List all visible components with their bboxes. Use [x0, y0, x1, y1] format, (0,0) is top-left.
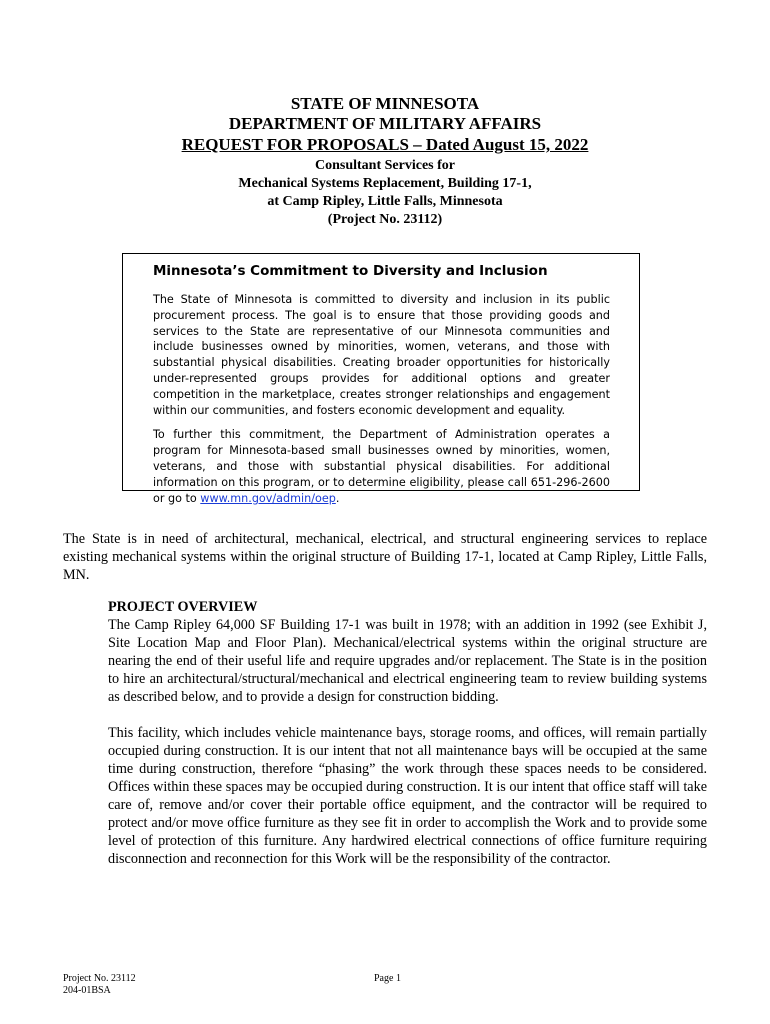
header-consultant-services: Consultant Services for	[315, 158, 455, 173]
diversity-box-paragraph-2-text: To further this commitment, the Department of Administration operates a program for Minnesota-based small businesses owned by minorities, women, veterans, and those with substantial physical disabilities. For additional information on this program, or to determine eligibility, please call 651-296-2600 or go to	[153, 428, 610, 505]
diversity-box-paragraph-1: The State of Minnesota is committed to diversity and inclusion in its public procurement process. The goal is to ensure that those providing goods and services to the State are representative of our Minnesota communities and include businesses owned by minorities, women, veterans, and those with substantial physical disabilities. Creating broader opportunities for historically under-represented groups provides for additional options and greater competition in the marketplace, creates stronger relationships and engagement within our communities, and fosters economic development and equality.	[153, 293, 610, 417]
header-location: at Camp Ripley, Little Falls, Minnesota	[267, 194, 503, 209]
header-state: STATE OF MINNESOTA	[290, 94, 480, 113]
header-project-name: Mechanical Systems Replacement, Building 17-1,	[238, 176, 532, 191]
footer-project-number: Project No. 23112	[63, 973, 136, 984]
project-overview-heading: PROJECT OVERVIEW	[108, 599, 258, 615]
project-overview-paragraph-2: This facility, which includes vehicle maintenance bays, storage rooms, and offices, will remain partially occupied during construction. It is our intent that not all maintenance bays will be occupied at the same time during construction, therefore “phasing” the work through these spaces needs to be considered. Offices within these spaces may be occupied during construction. It is our intent that office staff will take care of, remove and/or cover their portable office equipment, and the contractor will be required to protect and/or move office furniture as they see fit in order to accomplish the Work and to provide some level of protection of this furniture. Any hardwired electrical connections of office furniture requiring disconnection and reconnection for this Work will be the responsibility of the contractor.	[108, 725, 707, 867]
diversity-box-title: Minnesota’s Commitment to Diversity and Inclusion	[153, 263, 548, 279]
project-overview-section	[108, 598, 707, 706]
header-project-number: (Project No. 23112)	[327, 212, 443, 227]
document-header	[0, 94, 770, 229]
header-department: DEPARTMENT OF MILITARY AFFAIRS	[228, 114, 542, 133]
intro-paragraph: The State is in need of architectural, mechanical, electrical, and structural engineering services to replace existing mechanical systems within the original structure of Building 17-1, located at Camp Ripley, Little Falls, MN.	[63, 531, 707, 583]
footer-form-code: 204-01BSA	[63, 985, 111, 996]
footer-page-number: Page 1	[374, 973, 401, 984]
oep-link[interactable]: www.mn.gov/admin/oep	[200, 491, 336, 505]
diversity-commitment-box	[122, 253, 640, 505]
footer-left	[63, 973, 136, 997]
project-overview-paragraph-1: The Camp Ripley 64,000 SF Building 17-1 was built in 1978; with an addition in 1992 (see Exhibit J, Site Location Map and Floor Plan). Mechanical/electrical systems within the original structure are nearing the end of their useful life and require upgrades and/or replacement. The State is in the position to hire an architectural/structural/mechanical and electrical engineering team to review building systems as described below, and to provide a design for construction bidding.	[108, 617, 707, 705]
diversity-box-paragraph-2-end: .	[335, 491, 340, 505]
diversity-box-paragraph-2	[153, 427, 610, 506]
header-rfp-title: REQUEST FOR PROPOSALS – Dated August 15, 2022	[181, 135, 589, 154]
